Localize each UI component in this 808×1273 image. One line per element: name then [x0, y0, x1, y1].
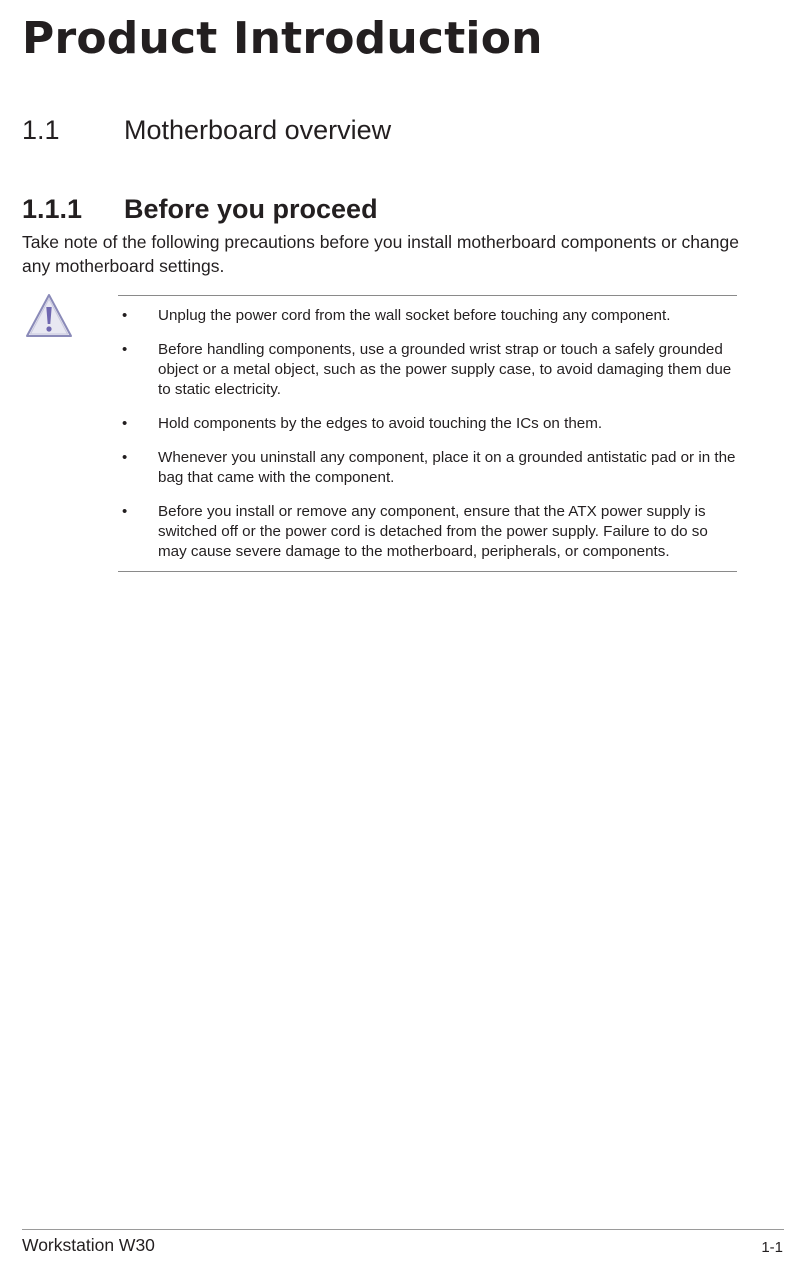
bullet: •	[122, 415, 128, 432]
caution-icon	[24, 292, 74, 340]
caution-notice	[118, 295, 737, 572]
bullet: •	[122, 503, 128, 520]
section-title: Motherboard overview	[124, 115, 392, 145]
precautions-list	[118, 306, 737, 562]
list-item	[118, 448, 737, 488]
list-item	[118, 340, 737, 400]
section-number: 1.1	[22, 115, 60, 145]
list-item-text: Whenever you uninstall any component, place it on a grounded antistatic pad or in the bag that came with the component.	[158, 449, 736, 486]
page-title: Product Introduction	[22, 13, 543, 64]
footer-product-name: Workstation W30	[22, 1235, 155, 1255]
list-item-text: Before handling components, use a grounded wrist strap or touch a safely grounded object or a metal object, such as the power supply case, to avoid damaging them due to static electricity.	[158, 341, 732, 398]
intro-paragraph: Take note of the following precautions before you install motherboard components or change any motherboard settings.	[22, 232, 739, 276]
list-item-text: Unplug the power cord from the wall socket before touching any component.	[158, 307, 671, 324]
footer-page-number: 1-1	[761, 1239, 783, 1256]
list-item-text: Hold components by the edges to avoid touching the ICs on them.	[158, 415, 603, 432]
list-item-text: Before you install or remove any component, ensure that the ATX power supply is switched off or the power cord is detached from the power supply. Failure to do so may cause severe damage to the motherboard, peripherals, or components.	[158, 503, 708, 560]
footer-divider	[22, 1229, 784, 1230]
bullet: •	[122, 341, 128, 358]
section-title: Before you proceed	[124, 194, 378, 224]
section-heading-before-you-proceed	[22, 193, 378, 225]
list-item	[118, 306, 737, 326]
section-heading-overview	[22, 114, 391, 146]
section-number: 1.1.1	[22, 194, 83, 224]
list-item	[118, 502, 737, 562]
bullet: •	[122, 307, 128, 324]
list-item	[118, 414, 737, 434]
bullet: •	[122, 449, 128, 466]
